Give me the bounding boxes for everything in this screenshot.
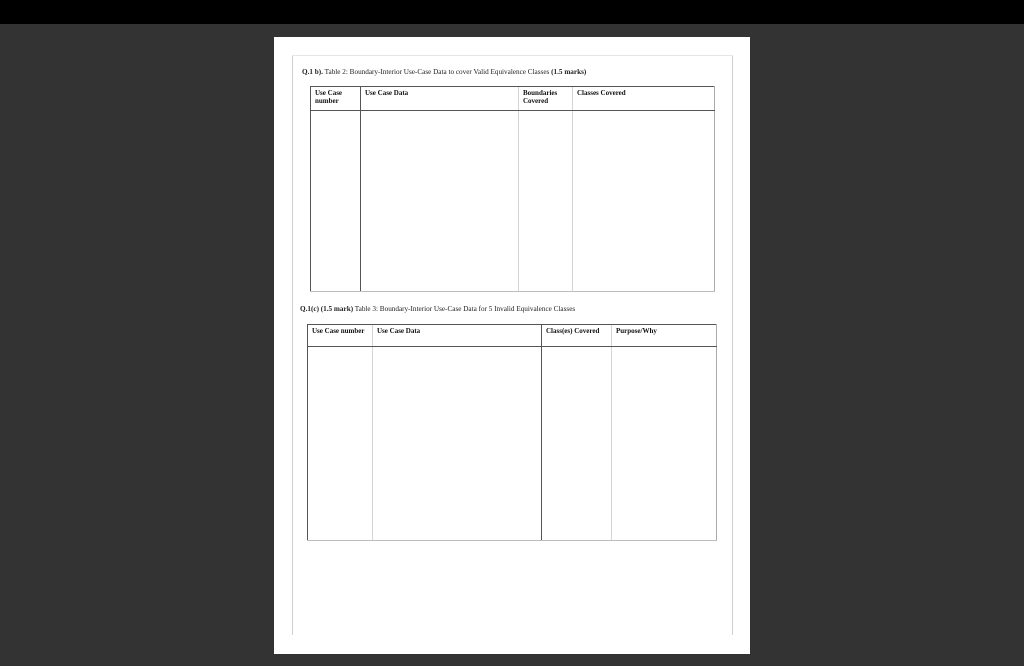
table2-caption-label: Q.1 b).: [302, 68, 323, 76]
table2-caption-marks: (1.5 marks): [551, 68, 587, 76]
table2: [310, 86, 715, 292]
page-margin-top: [292, 55, 733, 56]
table2-caption: [302, 68, 586, 76]
table3-header-use-case-number: Use Case number: [308, 325, 373, 347]
page-margin-left: [292, 55, 293, 635]
table3-header-use-case-data: Use Case Data: [373, 325, 542, 347]
table2-header-classes-covered: Classes Covered: [573, 87, 715, 111]
table2-header-use-case-number: Use Case number: [311, 87, 361, 111]
page-margin-right: [732, 55, 733, 635]
table2-header-boundaries-covered: Boundaries Covered: [519, 87, 573, 111]
table3-caption-text: Table 3: Boundary-Interior Use-Case Data for 5 Invalid Equivalence Classes: [353, 305, 576, 313]
table2-cell-boundaries[interactable]: [519, 111, 573, 292]
table3-caption: [300, 305, 575, 313]
table3-caption-label: Q.1(c) (1.5 mark): [300, 305, 354, 313]
table3-cell-number[interactable]: [308, 347, 373, 541]
table3-cell-data[interactable]: [373, 347, 542, 541]
table2-cell-classes[interactable]: [573, 111, 715, 292]
table2-header-use-case-data: Use Case Data: [361, 87, 519, 111]
table3-cell-purpose[interactable]: [612, 347, 717, 541]
viewer-top-bar: [0, 0, 1024, 24]
table3: [307, 324, 717, 541]
table3-cell-classes[interactable]: [542, 347, 612, 541]
table3-header-purpose-why: Purpose/Why: [612, 325, 717, 347]
table2-cell-number[interactable]: [311, 111, 361, 292]
document-page: [274, 37, 750, 654]
table3-header-classes-covered: Class(es) Covered: [542, 325, 612, 347]
table2-caption-text: Table 2: Boundary-Interior Use-Case Data to cover Valid Equivalence Classes: [322, 68, 552, 76]
table2-cell-data[interactable]: [361, 111, 519, 292]
